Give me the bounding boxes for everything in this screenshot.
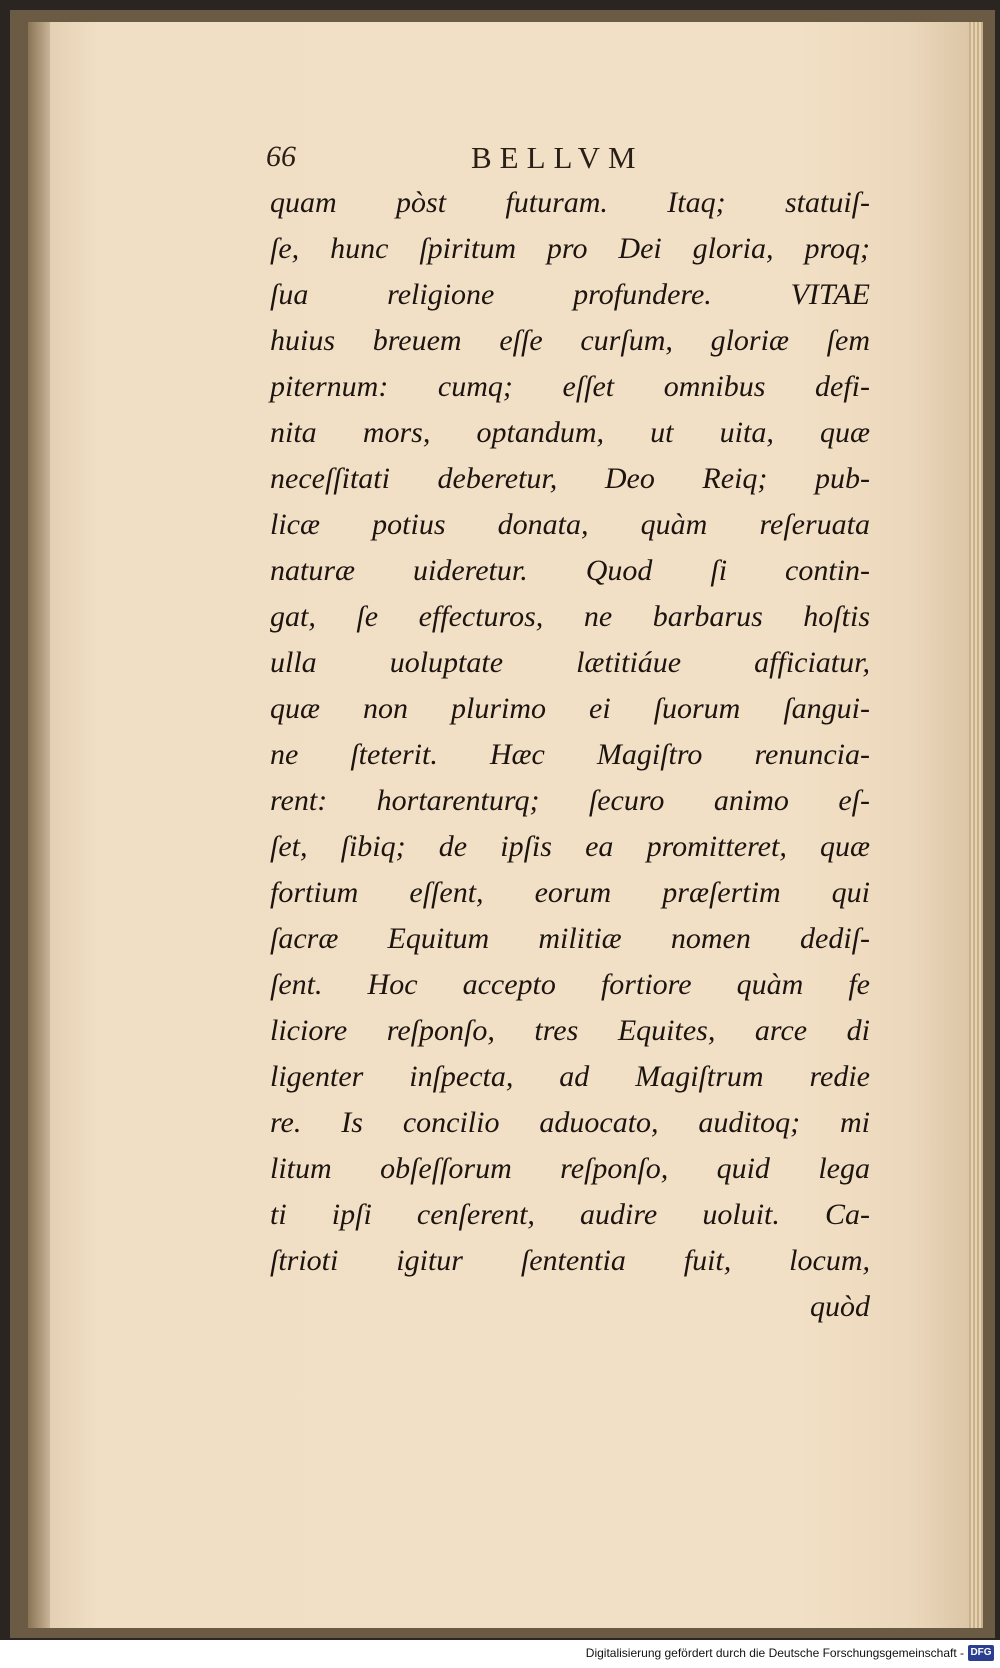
running-title: BELLVM — [471, 140, 644, 175]
text-line: ne ſteterit. Hæc Magiſtro renuncia- — [270, 738, 870, 771]
text-line: gat, ſe effecturos, ne barbarus hoſtis — [270, 600, 870, 633]
text-line: quæ non plurimo ei ſuorum ſangui- — [270, 692, 870, 725]
catchword: quòd — [810, 1290, 870, 1323]
text-line: licæ potius donata, quàm reſeruata — [270, 508, 870, 541]
text-line: neceſſitati deberetur, Deo Reiq; pub- — [270, 462, 870, 495]
body-text — [270, 180, 870, 1330]
text-line: ſent. Hoc accepto fortiore quàm fe — [270, 968, 870, 1001]
text-line: ligenter inſpecta, ad Magiſtrum redie — [270, 1060, 870, 1093]
text-line: nita mors, optandum, ut uita, quæ — [270, 416, 870, 449]
page-header — [266, 140, 706, 180]
text-line: rent: hortarenturq; ſecuro animo eſ- — [270, 784, 870, 817]
text-line: naturæ uideretur. Quod ſi contin- — [270, 554, 870, 587]
text-line: ſet, ſibiq; de ipſis ea promitteret, quæ — [270, 830, 870, 863]
text-line: ſua religione profundere. VITAE — [270, 278, 870, 311]
page-gutter — [28, 22, 50, 1628]
text-line: ſtrioti igitur ſententia fuit, locum, — [270, 1244, 870, 1277]
text-line: piternum: cumq; eſſet omnibus defi- — [270, 370, 870, 403]
text-line: ſe, hunc ſpiritum pro Dei gloria, proq; — [270, 232, 870, 265]
text-line: fortium eſſent, eorum præſertim qui — [270, 876, 870, 909]
text-line: ti ipſi cenſerent, audire uoluit. Ca- — [270, 1198, 870, 1231]
page-edge — [969, 22, 983, 1628]
text-line: huius breuem eſſe curſum, gloriæ ſem — [270, 324, 870, 357]
dfg-logo: DFG — [968, 1645, 994, 1661]
text-line: quam pòst futuram. Itaq; statuiſ- — [270, 186, 870, 219]
text-line: re. Is concilio aduocato, auditoq; mi — [270, 1106, 870, 1139]
funding-credit: Digitalisierung gefördert durch die Deutsche Forschungsgemeinschaft - — [585, 1646, 964, 1660]
digitization-footer — [0, 1640, 1000, 1668]
text-line: ſacræ Equitum militiæ nomen dediſ- — [270, 922, 870, 955]
page-number: 66 — [266, 140, 296, 173]
text-line: liciore reſponſo, tres Equites, arce di — [270, 1014, 870, 1047]
text-line: litum obſeſſorum reſponſo, quid lega — [270, 1152, 870, 1185]
text-line: ulla uoluptate lætitiáue afficiatur, — [270, 646, 870, 679]
